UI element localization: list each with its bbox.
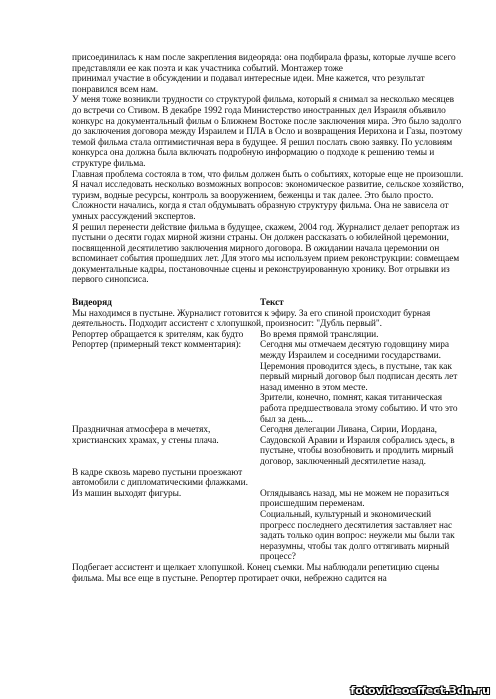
document-body (72, 53, 464, 584)
video-cell: Репортер обращается к зрителям, как будто (72, 329, 244, 340)
table-row (72, 340, 464, 425)
video-cell: В кадре сквозь марево пустыни проезжают автомобили с дипломатическими флажками. (72, 467, 248, 489)
text-cell: Во время прямой трансляции. (260, 329, 379, 340)
text-cell: Оглядываясь назад, мы не можем не поразиться происшедшим переменам. Социальный, культурный и экономический прогресс последнего десятилетия заставляет нас задать только один вопрос: неужели мы были так неразумны, чтобы так долго оттягивать мирный процесс? (260, 488, 455, 563)
paragraph: Я решил перенести действие фильма в будущее, скажем, 2004 год. Журналист делает репортаж из пустыни о десяти годах мирной жизни страны. Он должен рассказать о юбилейной церемонии, посвященной десятилетию заключения мирного договора. В ожидании начала церемонии он вспоминает события прошедших лет. Для этого мы используем прием реконструкции: совмещаем документальные кадры, постановочные сцены и реконструированную хронику. Вот отрывки из первого синопсиса. (72, 222, 460, 286)
column-header-text: Текст (260, 298, 284, 309)
video-cell: Из машин выходят фигуры. (72, 488, 182, 499)
paragraph: Главная проблема состояла в том, что фильм должен быть о событиях, которые еще не произошли. Я начал исследовать несколько возможных вопросов: экономическое развитие, сельское хозяйство, туризм, водные ресурсы, контроль за вооружением, беженцы и так далее. Это было просто. Сложности начались, когда я стал обдумывать образную структуру фильма. Она не зависела от умных рассуждений экспертов. (72, 169, 464, 222)
column-header-video: Видеоряд (72, 298, 112, 309)
paragraph: принимал участие в обсуждении и подавал интересные идеи. Мне кажется, что результат понравился всем нам. (72, 74, 425, 95)
closing-paragraph: Подбегает ассистент и щелкает хлопушкой. Конец съемки. Мы наблюдали репетицию сцены фильма. Мы все еще в пустыне. Репортер протирает очки, небрежно садится на (72, 562, 440, 584)
table-header (72, 298, 464, 309)
intro-row: Мы находимся в пустыне. Журналист готовится к эфиру. За его спиной происходит бурная деятельность. Подходит ассистент с хлопушкой, произносит: "Дубль первый". (72, 308, 431, 330)
table-row (72, 468, 464, 489)
table-row (72, 330, 464, 341)
video-cell: Репортер (примерный текст комментария): (72, 340, 242, 351)
paragraph: присоединилась к нам после закрепления видеоряда: она подбирала фразы, которые лучше всего представляли ее как поэта и как участника событий. Монтажер тоже (72, 53, 456, 74)
paragraph: У меня тоже возникли трудности со структурой фильма, который я снимал за несколько месяцев до встречи со Стивом. В декабре 1992 года Министерство иностранных дел Израиля объявило конкурс на документальный фильм о Ближнем Востоке после заключения мира. Это было задолго до заключения договора между Израилем и ПЛА в Осло и возвращения Иерихона и Газы, поэтому темой фильма стала оптимистичная вера в будущее. Я решил послать свою заявку. По условиям конкурса она должна была включать подробную информацию о подходе к решению темы и структуре фильма. (72, 95, 463, 169)
text-cell (260, 468, 464, 489)
video-cell: Праздничная атмосфера в мечетях, христианских храмах, у стены плача. (72, 425, 219, 446)
table-row (72, 489, 464, 563)
table-row (72, 425, 464, 467)
watermark: fotovideoeffect.3dn.ru (350, 684, 490, 697)
text-cell: Сегодня мы отмечаем десятую годовщину мира между Израилем и соседними государствами. Церемония проводится здесь, в пустыне, так как первый мирный договор был подписан десять лет назад именно в этом месте. Зрители, конечно, помнят, какая титаническая работа предшествовала этому событию. И что это был за день... (260, 340, 458, 425)
text-cell: Сегодня делегации Ливана, Сирии, Иордана, Саудовской Аравии и Израиля собрались здесь, в пустыне, чтобы возобновить и продлить мирный договор, заключенный десятилетие назад. (260, 425, 455, 467)
